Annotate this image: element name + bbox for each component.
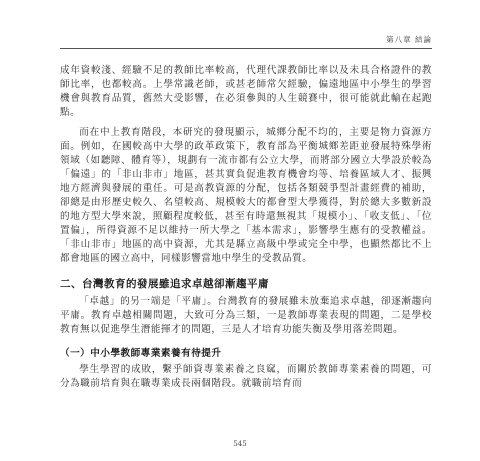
section-heading: 二、台灣教育的發展雖追求卓越卻漸趨平庸 [60,278,269,290]
page-body [60,64,432,391]
paragraph-4: 學生學習的成敗，繫乎師資專業素養之良窳，而關於教師專業素養的問題，可分為職前培育與在職專業成長兩個階段。就職前培育而 [60,364,432,389]
paragraph-2: 而在中上教育階段，本研究的發現顯示，城鄉分配不均的，主要是物力資源方面。例如，在國較高中大學的政革政策下，教育部為平衡城鄉差距並發展特殊學術領域（如聽障、體育等），規劃有一流市都有公立大學，而將部分國立大學設於較為「偏遠」的「非山非市」地區，甚其實負促進教育機會均等、培養區域人才、振興地方經濟與發展的重任。可是高教資源的分配，包括各類競爭型計畫經費的補助，卻總是由形歷史較久、名望較高、規模較大的都會型大學獲得，對於總大多數新設的地方型大學來說，照顧程度較低，甚至有時還無視其「規模小」、「收支低」、「位置偏」，所得資源不足以維持一所大學之「基本需求」，影響學生應有的受教權益。「非山非市」地區的高中資源，尤其是縣立高級中學或完全中學，也顯然都比不上都會地區的國立高中，同樣影響當地中學生的受教品質。 [60,127,432,264]
page-number: 545 [233,440,247,448]
sub-heading: （一）中小學教師專業素養有待提升 [60,348,222,359]
paragraph-1: 成年資較淺、經驗不足的教師比率較高，代理代課教師比率以及未具合格證件的教師比率，也都較高。上學常識老師，或甚老師常欠經驗，偏遠地區中小學生的學習機會與教育品質，舊然大受影響，在必須參與的人生競賽中，很可能就此輸在起跑點。 [60,65,432,118]
chapter-title: 第八章 結論 [386,35,432,44]
running-header [60,34,432,49]
paragraph-3: 「卓越」的另一端是「平庸」。台灣教育的發展雖未放棄追求卓越，卻逐漸趨向平庸。教育卓越相關問題，大致可分為三類，一是教師專業表現的問題，二是學校教育無以促進學生潛能揮才的問題，三是人才培育功能失衡及學用落差問題。 [60,296,432,335]
